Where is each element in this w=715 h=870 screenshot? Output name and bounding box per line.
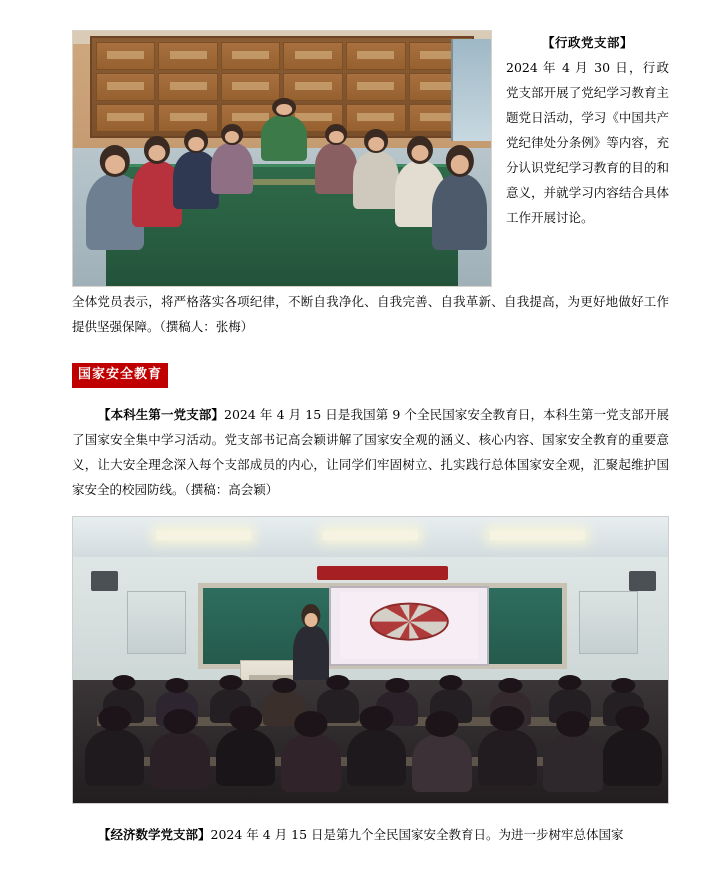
lecture-hall-photo (72, 516, 669, 804)
cabinet-cell (346, 73, 406, 101)
paragraph-body-text: 2024 年 4 月 15 日是第九个全民国家安全教育日。为进一步树牢总体国家 (210, 827, 624, 842)
cabinet-cell (96, 73, 156, 101)
hall-ceiling (73, 517, 668, 563)
paragraph-lead-label: 【本科生第一党支部】 (98, 407, 225, 422)
top-section-continuation: 全体党员表示，将严格落实各项纪律，不断自我净化、自我完善、自我革新、自我提高，为更好地做好工作提供坚强保障。（撰稿人：张梅） (72, 294, 669, 334)
cabinet-cell (158, 73, 218, 101)
lecture-photo-wrap (0, 502, 715, 804)
cabinet-cell (283, 73, 343, 101)
section-banner-wrap (0, 339, 715, 388)
audience-person (347, 729, 407, 786)
photo-person (211, 143, 253, 194)
hall-light (490, 531, 585, 540)
cabinet-cell (96, 42, 156, 70)
hall-projection-screen (329, 586, 490, 666)
paragraph-econ-math-branch (0, 804, 715, 847)
hall-side-panel-left (127, 591, 187, 654)
screen-banner-strip (317, 566, 448, 580)
cabinet-cell (96, 104, 156, 132)
cabinet-cell (221, 42, 281, 70)
cabinet-cell (221, 73, 281, 101)
paragraph-lead-label: 【经济数学党支部】 (98, 827, 211, 842)
branch-intro-text: 2024 年 4 月 30 日，行政党支部开展了党纪学习教育主题党日活动，学习《中国共产党纪律处分条例》等内容，充分认识党纪学习教育的目的和意义，并就学习内容结合具体工作开展讨论。 (506, 60, 669, 225)
photo-person (315, 143, 357, 194)
audience-person (85, 729, 145, 786)
branch-heading: 【行政党支部】 (541, 35, 633, 50)
top-section (0, 0, 715, 287)
hall-light (323, 531, 418, 540)
audience-person (412, 734, 472, 791)
audience-person (281, 734, 341, 791)
paragraph-undergrad-branch (0, 388, 715, 502)
paragraph-body-text: 2024 年 4 月 15 日是我国第 9 个全民国家安全教育日，本科生第一党支部开展了国家安全集中学习活动。党支部书记高会颖讲解了国家安全观的涵义、核心内容、国家安全教育的重要意义，让大安全理念深入每个支部成员的内心，让同学们牢固树立、扎实践行总体国家安全观，汇聚起维护国家安全的校园防线。（撰稿：高会颖） (72, 407, 669, 497)
screen-wheel-graphic (370, 602, 448, 641)
hall-speaker-left (91, 571, 118, 591)
cabinet-cell (283, 42, 343, 70)
cabinet-cell (158, 42, 218, 70)
audience-person (478, 729, 538, 786)
photo-person (432, 174, 486, 251)
section-banner-national-security: 国家安全教育 (72, 363, 168, 388)
audience-person (150, 732, 210, 789)
photo-person (353, 151, 399, 210)
hall-light (156, 531, 251, 540)
meeting-room-photo (72, 30, 492, 287)
photo-window (451, 39, 491, 141)
cabinet-cell (158, 104, 218, 132)
screen-content (340, 592, 478, 659)
hall-speaker-right (629, 571, 656, 591)
cabinet-cell (346, 42, 406, 70)
photo-person-chair (261, 115, 307, 161)
audience-person (543, 734, 603, 791)
audience-person (216, 729, 276, 786)
hall-side-panel-right (579, 591, 639, 654)
top-right-text-column (492, 30, 669, 230)
audience-person (603, 729, 663, 786)
